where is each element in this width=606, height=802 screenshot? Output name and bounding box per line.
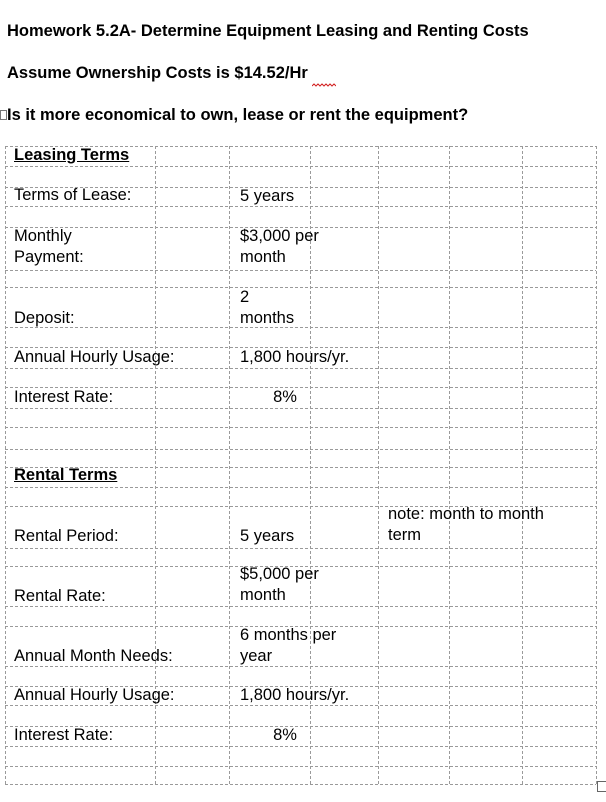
rental-note: note: month to month term	[388, 505, 544, 544]
terms-of-lease-value: 5 years	[240, 187, 295, 205]
rental-interest-rate-value: 8%	[273, 726, 297, 744]
leasing-interest-rate-label: Interest Rate:	[14, 388, 114, 406]
anchor-marker-icon	[0, 110, 7, 120]
question-line: Is it more economical to own, lease or rent the equipment?	[7, 106, 469, 124]
deposit-value: 2 months	[240, 288, 295, 327]
monthly-payment-value: $3,000 per month	[240, 227, 319, 266]
document-title: Homework 5.2A- Determine Equipment Leasing and Renting Costs	[7, 22, 529, 40]
resize-handle-icon[interactable]	[597, 781, 606, 792]
terms-of-lease-label: Terms of Lease:	[14, 186, 132, 204]
rental-period-label: Rental Period:	[14, 527, 119, 545]
rental-hourly-usage-label: Annual Hourly Usage:	[14, 686, 175, 704]
ownership-cost-line: Assume Ownership Costs is $14.52/Hr	[7, 64, 308, 82]
leasing-terms-heading: Leasing Terms	[14, 146, 130, 164]
deposit-label: Deposit:	[14, 309, 75, 327]
rental-interest-rate-label: Interest Rate:	[14, 726, 114, 744]
leasing-hourly-usage-value: 1,800 hours/yr.	[240, 348, 350, 366]
rental-period-value: 5 years	[240, 527, 295, 545]
rental-hourly-usage-value: 1,800 hours/yr.	[240, 686, 350, 704]
rental-rate-label: Rental Rate:	[14, 587, 106, 605]
rental-rate-value: $5,000 per month	[240, 565, 319, 604]
rental-terms-heading: Rental Terms	[14, 466, 118, 484]
leasing-interest-rate-value: 8%	[273, 388, 297, 406]
monthly-payment-label: Monthly Payment:	[14, 227, 84, 266]
annual-month-needs-label: Annual Month Needs:	[14, 647, 173, 665]
leasing-hourly-usage-label: Annual Hourly Usage:	[14, 348, 175, 366]
annual-month-needs-value: 6 months per year	[240, 626, 337, 665]
